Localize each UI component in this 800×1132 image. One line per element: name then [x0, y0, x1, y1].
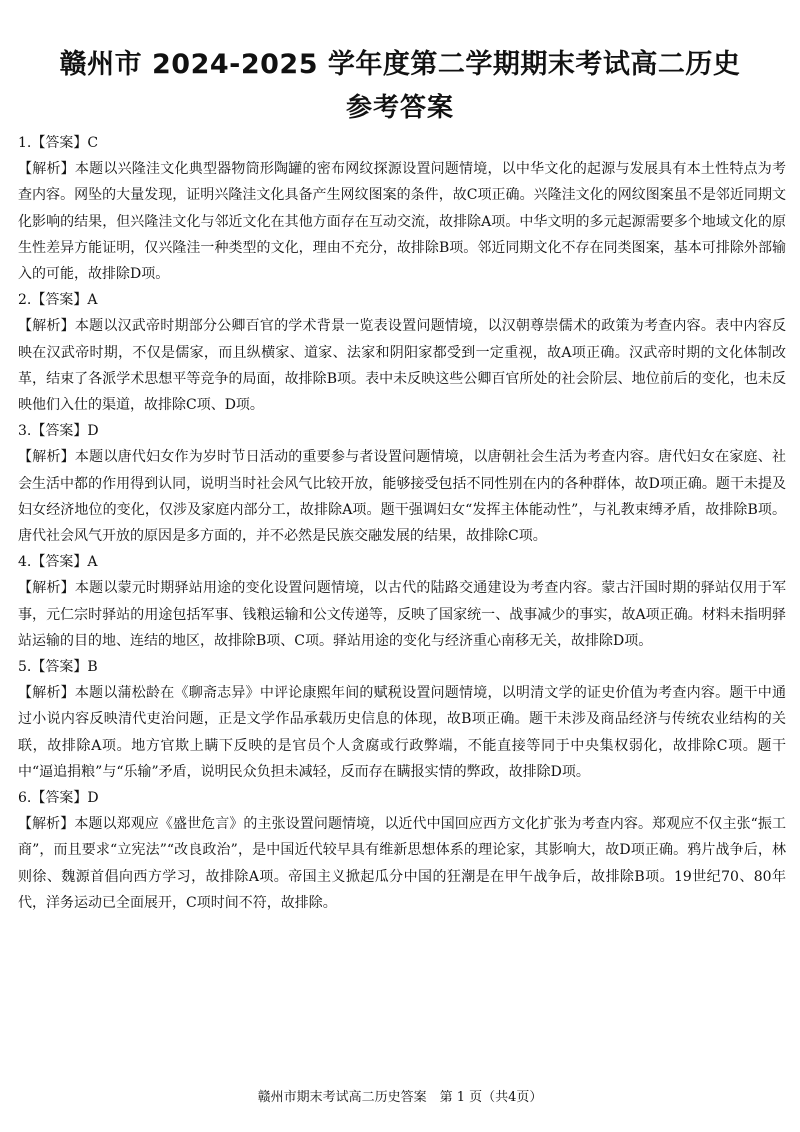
question-4	[18, 549, 786, 654]
document-title: 赣州市 2024-2025 学年度第二学期期末考试高二历史	[59, 49, 741, 80]
document-subtitle: 参考答案	[345, 93, 454, 123]
analysis-text: 【解析】本题以汉武帝时期部分公卿百官的学术背景一览表设置问题情境，以汉朝尊崇儒术的政策为考查内容。表中内容反映在汉武帝时期，不仅是儒家，而且纵横家、道家、法家和阴阳家都受到一定重视，故A项正确。汉武帝时期的文化体制改革，结束了各派学术思想平等竞争的局面，故排除B项。表中未反映这些公卿百官所处的社会阶层、地位前后的变化，也未反映他们入仕的渠道，故排除C项、D项。	[18, 318, 786, 414]
answer-line: 2.【答案】A	[18, 292, 98, 309]
answer-line: 4.【答案】A	[18, 554, 98, 571]
analysis-text: 【解析】本题以郑观应《盛世危言》的主张设置问题情境，以近代中国回应西方文化扩张为考查内容。郑观应不仅主张“振工商”，而且要求“立宪法”“改良政治”，是中国近代较早具有维新思想体系的理论家，其影响大，故D项正确。鸦片战争后，林则徐、魏源首倡向西方学习，故排除A项。帝国主义掀起瓜分中国的狂潮是在甲午战争后，故排除B项。19世纪70、80年代，洋务运动已全面展开，C项时间不符，故排除。	[18, 816, 786, 911]
question-1	[18, 130, 786, 287]
question-3	[18, 418, 786, 549]
answer-line: 6.【答案】D	[18, 790, 99, 807]
page-footer: 赣州市期末考试高二历史答案 第 1 页（共4页）	[257, 1090, 543, 1105]
answer-line: 1.【答案】C	[18, 135, 99, 151]
answer-line: 5.【答案】B	[18, 659, 98, 676]
analysis-text: 【解析】本题以蒲松龄在《聊斋志异》中评论康熙年间的赋税设置问题情境，以明清文学的证史价值为考查内容。题干中通过小说内容反映清代吏治问题，正是文学作品承载历史信息的体现，故B项正确。题干未涉及商品经济与传统农业结构的关联，故排除A项。地方官欺上瞒下反映的是官员个人贪腐或行政弊端，不能直接等同于中央集权弱化，故排除C项。题干中“逼追捐粮”与“乐输”矛盾，说明民众负担未减轻，反而存在瞒报实情的弊政，故排除D项。	[18, 685, 786, 780]
analysis-text: 【解析】本题以兴隆洼文化典型器物筒形陶罐的密布网纹探源设置问题情境，以中华文化的起源与发展具有本土性特点为考查内容。网坠的大量发现，证明兴隆洼文化具备产生网纹图案的条件，故C项正确。兴隆洼文化的网纹图案虽不是邻近同期文化影响的结果，但兴隆洼文化与邻近文化在其他方面存在互动交流，故排除A项。中华文明的多元起源需要多个地域文化的原生性差异方能证明，仅兴隆洼一种类型的文化，理由不充分，故排除B项。邻近同期文化不存在同类图案，基本可排除外部输入的可能，故排除D项。	[18, 161, 786, 283]
question-6	[18, 785, 786, 916]
answer-line: 3.【答案】D	[18, 423, 99, 440]
analysis-text: 【解析】本题以蒙元时期驿站用途的变化设置问题情境，以古代的陆路交通建设为考查内容。蒙古汗国时期的驿站仅用于军事，元仁宗时驿站的用途包括军事、钱粮运输和公文传递等，反映了国家统一、战事减少的事实，故A项正确。材料未指明驿站运输的目的地、连结的地区，故排除B项、C项。驿站用途的变化与经济重心南移无关，故排除D项。	[18, 580, 786, 649]
question-5	[18, 654, 786, 785]
question-2	[18, 287, 786, 418]
answer-list	[18, 130, 786, 916]
analysis-text: 【解析】本题以唐代妇女作为岁时节日活动的重要参与者设置问题情境，以唐朝社会生活为考查内容。唐代妇女在家庭、社会生活中都的作用得到认同，说明当时社会风气比较开放，能够接受包括不同性别在内的各种群体，故D项正确。题干未提及妇女经济地位的变化，仅涉及家庭内部分工，故排除A项。题干强调妇女“发挥主体能动性”，与礼教束缚矛盾，故排除B项。唐代社会风气开放的原因是多方面的，并不必然是民族交融发展的结果，故排除C项。	[18, 449, 786, 545]
